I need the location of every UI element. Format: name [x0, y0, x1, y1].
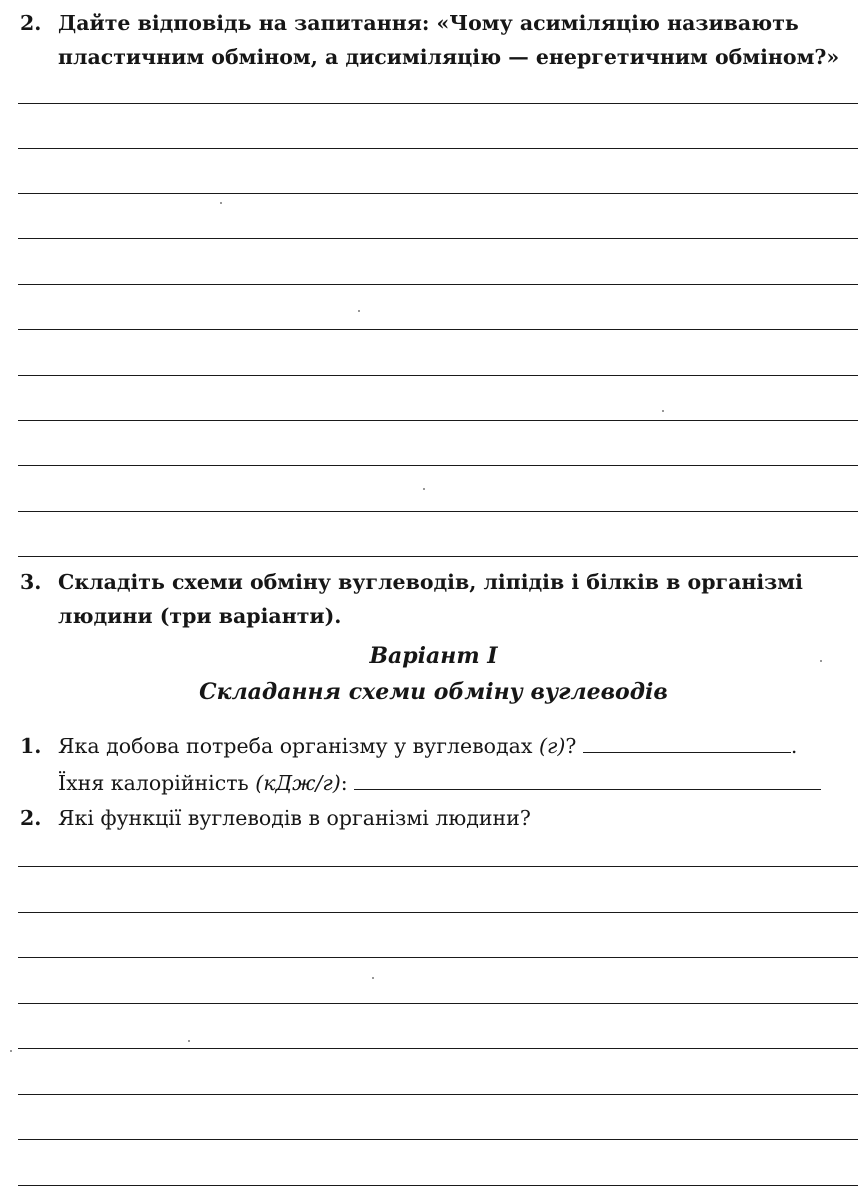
answer-line[interactable]: [18, 1048, 858, 1049]
scan-speck: [662, 410, 664, 412]
scan-speck: [220, 202, 222, 204]
task-2-number: 2.: [20, 11, 42, 35]
calorie-unit: (кДж/г): [255, 771, 341, 795]
item-1-question: [20, 729, 865, 763]
scan-speck: [358, 310, 360, 312]
item-1-number: 1.: [20, 734, 42, 758]
item-2-text: Які функції вуглеводів в організмі людини?: [58, 806, 531, 830]
answer-line[interactable]: [18, 375, 858, 376]
variant-subtitle: Складання схеми обміну вуглеводів: [199, 679, 668, 705]
task-3-number: 3.: [20, 570, 42, 594]
answer-line[interactable]: [18, 329, 858, 330]
answer-line[interactable]: [18, 511, 858, 512]
answer-line[interactable]: [18, 148, 858, 149]
task-2-question: [20, 6, 860, 74]
task-3-text: Складіть схеми обміну вуглеводів, ліпідів і білків в організмі людини (три варіанти).: [58, 570, 803, 628]
answer-line[interactable]: [18, 284, 858, 285]
calorie-blank[interactable]: [354, 769, 821, 790]
item-1-end-dot: .: [790, 734, 798, 758]
calorie-label: Їхня калорійність: [58, 771, 249, 795]
calorie-question: [58, 766, 858, 800]
answer-line[interactable]: [18, 912, 858, 913]
answer-line[interactable]: [18, 556, 858, 557]
answer-line[interactable]: [18, 1139, 858, 1140]
answer-line[interactable]: [18, 1094, 858, 1095]
answer-line[interactable]: [18, 420, 858, 421]
answer-line[interactable]: [18, 1003, 858, 1004]
item-1-text-line: [20, 729, 865, 763]
variant-title: Варіант I: [369, 643, 498, 669]
answer-line[interactable]: [18, 103, 858, 104]
item-1-unit: (г): [538, 734, 566, 758]
answer-line[interactable]: [18, 465, 858, 466]
answer-line[interactable]: [18, 1185, 858, 1186]
daily-carb-need-blank[interactable]: [583, 732, 791, 753]
calorie-colon: :: [340, 771, 348, 795]
task-3-question: [20, 565, 860, 633]
item-2-number: 2.: [20, 806, 42, 830]
scan-speck: [372, 977, 374, 979]
answer-line[interactable]: [18, 193, 858, 194]
scan-speck: [423, 488, 425, 490]
item-1-text: Яка добова потреба організму у вуглеводах: [58, 734, 533, 758]
answer-line[interactable]: [18, 866, 858, 867]
task-2-text: Дайте відповідь на запитання: «Чому асиміляцію називають пластичним обміном, а дисиміляцію — енергетичним обміном?»: [58, 11, 840, 69]
item-2-question: [20, 801, 860, 835]
scan-speck: [188, 1040, 190, 1042]
answer-line[interactable]: [18, 957, 858, 958]
item-1-question-mark: ?: [565, 734, 577, 758]
answer-line[interactable]: [18, 238, 858, 239]
scan-speck: [10, 1050, 12, 1052]
scan-speck: [820, 660, 822, 662]
